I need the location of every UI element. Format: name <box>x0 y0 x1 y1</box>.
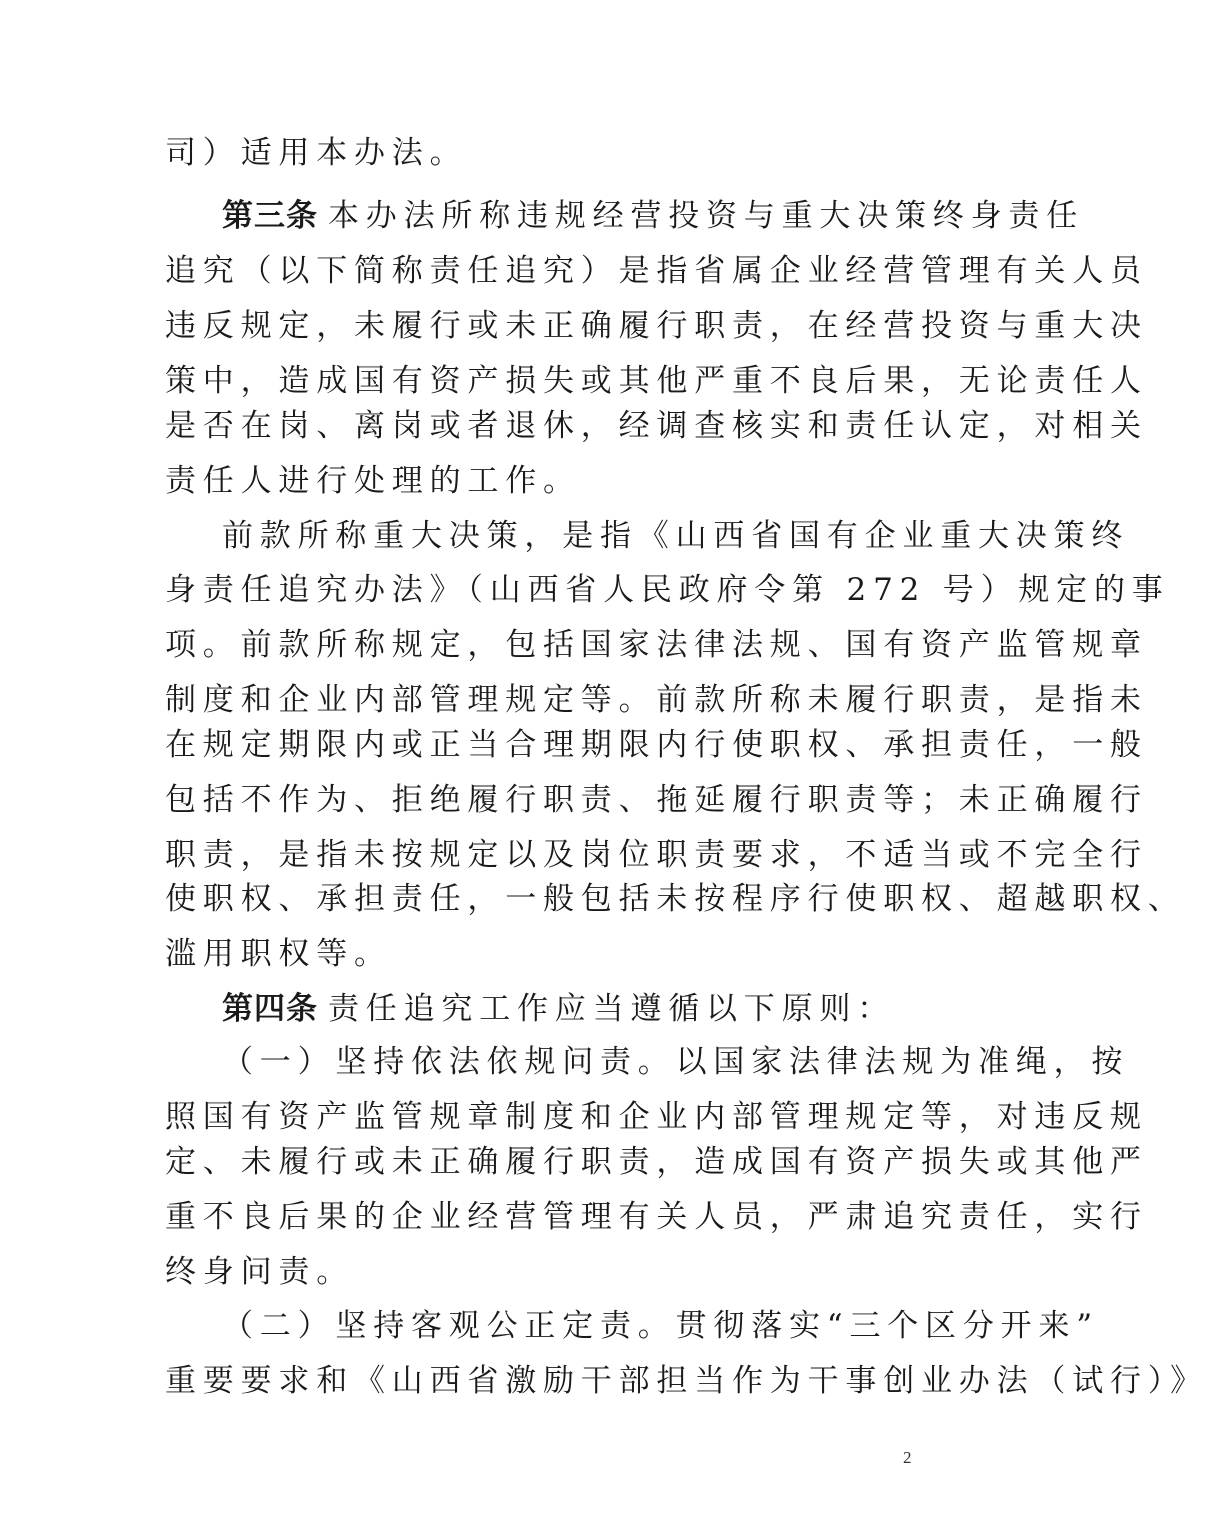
text-line: 照国有资产监管规章制度和企业内部管理规定等，对违反规 <box>165 1099 1148 1135</box>
text-line: 前款所称重大决策，是指《山西省国有企业重大决策终 <box>222 518 1130 554</box>
text-line: 包括不作为、拒绝履行职责、拖延履行职责等；未正确履行 <box>165 782 1148 818</box>
text-line: （二）坚持客观公正定责。贯彻落实“三个区分开来” <box>222 1308 1099 1344</box>
text-line: 制度和企业内部管理规定等。前款所称未履行职责，是指未 <box>165 682 1148 718</box>
article-heading: 第四条 <box>222 991 318 1027</box>
text-line: （一）坚持依法依规问责。以国家法律法规为准绳，按 <box>222 1044 1130 1080</box>
text-line: 司）适用本办法。 <box>165 135 468 171</box>
text-line: 第四条 责任追究工作应当遵循以下原则： <box>222 991 895 1027</box>
text-line: 使职权、承担责任，一般包括未按程序行使职权、超越职权、 <box>165 881 1186 917</box>
text-line: 项。前款所称规定，包括国家法律法规、国有资产监管规章 <box>165 627 1148 663</box>
text-line: 责任人进行处理的工作。 <box>165 463 581 499</box>
text-line: 定、未履行或未正确履行职责，造成国有资产损失或其他严 <box>165 1144 1148 1180</box>
text-line: 重要要求和《山西省激励干部担当作为干事创业办法（试行）》 <box>165 1363 1208 1399</box>
text-line: 第三条 本办法所称违规经营投资与重大决策终身责任 <box>222 198 1084 234</box>
text-line: 在规定期限内或正当合理期限内行使职权、承担责任，一般 <box>165 727 1148 763</box>
text-line: 追究（以下简称责任追究）是指省属企业经营管理有关人员 <box>165 253 1148 289</box>
text-line: 身责任追究办法》（山西省人民政府令第 272 号）规定的事 <box>165 572 1170 608</box>
text-line: 重不良后果的企业经营管理有关人员，严肃追究责任，实行 <box>165 1199 1148 1235</box>
text-line: 终身问责。 <box>165 1254 354 1290</box>
article-heading: 第三条 <box>222 198 318 234</box>
page-number: 2 <box>903 1448 912 1467</box>
text-line: 策中，造成国有资产损失或其他严重不良后果，无论责任人 <box>165 363 1148 399</box>
text-line: 是否在岗、离岗或者退休，经调查核实和责任认定，对相关 <box>165 408 1148 444</box>
text-line: 职责，是指未按规定以及岗位职责要求，不适当或不完全行 <box>165 837 1148 873</box>
text-line: 滥用职权等。 <box>165 936 392 972</box>
text-line: 违反规定，未履行或未正确履行职责，在经营投资与重大决 <box>165 308 1148 344</box>
